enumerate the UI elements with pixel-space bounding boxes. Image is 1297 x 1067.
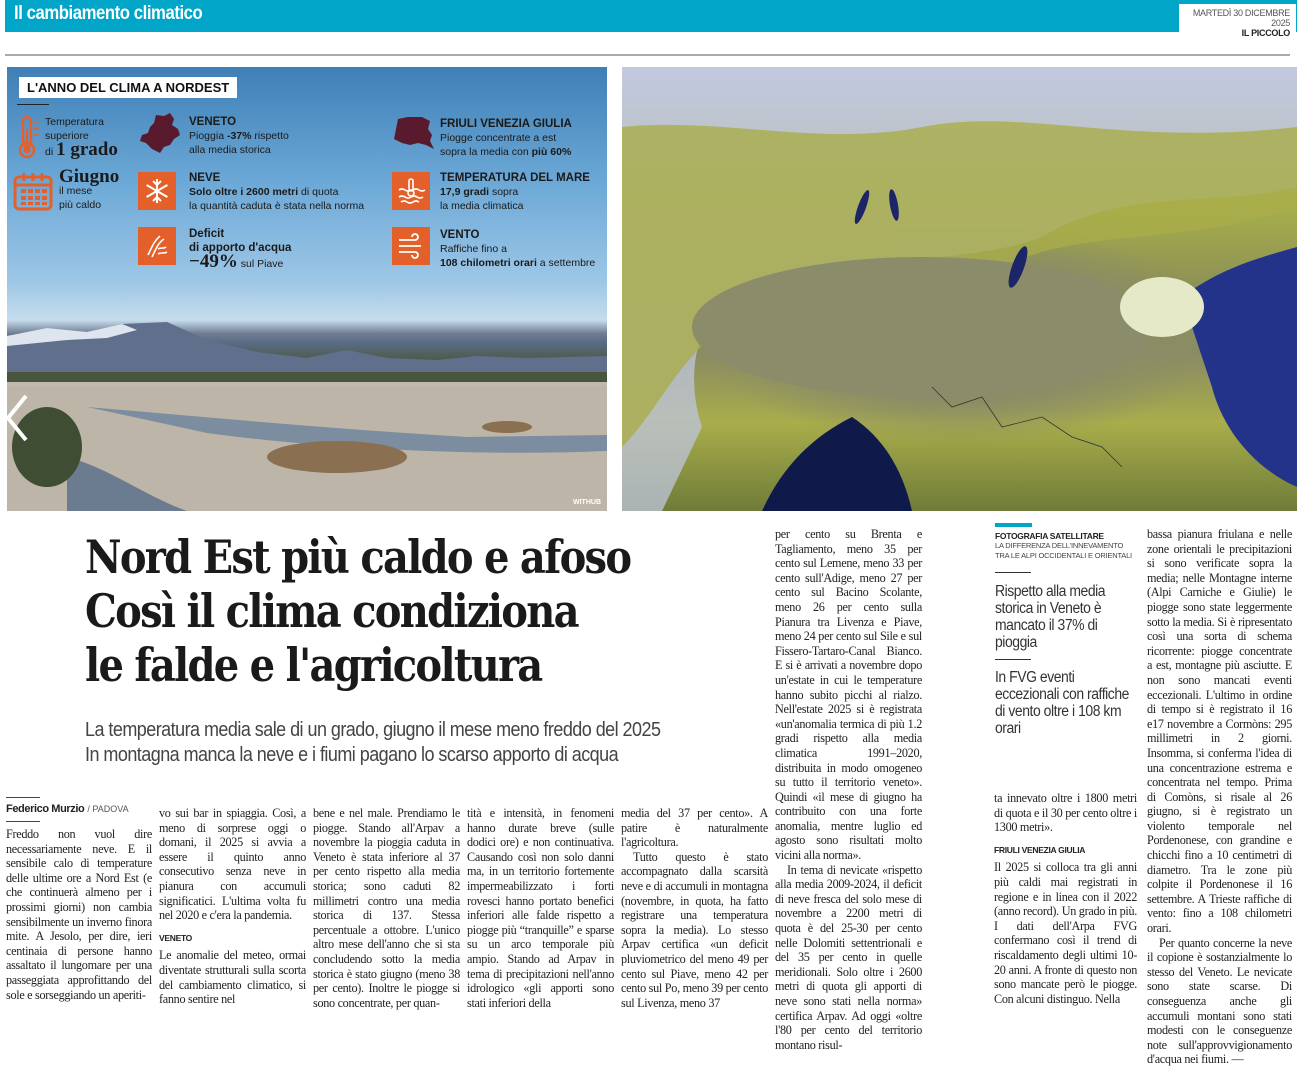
author-name: Federico Murzio — [6, 803, 85, 815]
calendar-icon — [13, 171, 53, 211]
article-column-5: media del 37 per cento». A patire è naturalmente l'agricoltura. Tutto questo è stato accompagnato dalla scarsità neve e di accumuli in montagna (novembre, in quota, ha fatto registrare una temperatura sopra la media). Lo stesso Arpav certifica «un deficit pluviometrico del meno 49 per cento sul Piave, meno 42 per cento sul Po, meno 39 per cento sul Livenza, meno 37 — [621, 806, 768, 1010]
header-divider — [5, 54, 1290, 56]
satellite-map-illustration — [622, 67, 1297, 511]
author-location: / PADOVA — [87, 804, 129, 814]
section-title: Il cambiamento climatico — [14, 3, 203, 24]
previous-chevron-icon[interactable] — [2, 392, 32, 442]
newspaper-name: IL PICCOLO — [1241, 28, 1290, 38]
wind-stat: VENTO Raffiche fino a 108 chilometri orari a settembre — [440, 229, 596, 269]
article-headline: Nord Est più caldo e afoso Così il clima condiziona le falde e l'agricoltura — [85, 530, 631, 692]
quote-divider — [995, 659, 1031, 660]
article-column-3: bene e nel male. Prendiamo le piogge. Stando all'Arpav a novembre la pioggia caduta in Veneto è stata inferiore al 37 per cento rispetto alla media storica; sono caduti 82 millimetri contro una media storica di 137. Stessa percentuale a ottobre. L'unico altro mese dell'anno che si sta concludendo sotto la media storica è stato giugno (meno 38 per cento). Inoltre le piogge si sono concentrate, per quan- — [313, 806, 460, 1010]
veneto-stat: VENETO Pioggia -37% rispetto alla media storica — [189, 116, 289, 156]
infographic-title-rule — [17, 104, 49, 105]
article-column-4: tità e intensità, in fenomeni hanno durate breve (sulle dodici ore) e non continuativa. Causando così non solo danni ma, in un territorio fortemente impermeabilizzato i forti rovesci hanno portato benefici inferiori alle falde rispetto a piogge più “tranquille” e sparse su un arco temporale più ampio. Stando ad Arpav in tema di precipitazioni nell'anno idrologico «gli apporti sono stati inferiori della — [467, 806, 614, 1010]
deficit-stat: Deficit di apporto d'acqua −49% sul Piave — [189, 228, 292, 272]
publication-date: MARTEDÌ 30 DICEMBRE 2025 — [1192, 8, 1290, 28]
veneto-map-icon — [138, 113, 182, 153]
byline-rule-bottom — [6, 821, 40, 822]
june-stat: Giugno il mese più caldo — [59, 166, 120, 211]
wind-icon — [392, 227, 430, 265]
date-box — [1179, 4, 1296, 38]
snowflake-icon — [138, 172, 176, 210]
subsection-veneto: VENETO — [159, 932, 192, 943]
deficit-value: −49% — [189, 251, 238, 272]
water-waves-icon — [138, 227, 176, 265]
sea-temperature-stat: TEMPERATURA DEL MARE 17,9 gradi sopra la media climatica — [440, 172, 590, 212]
fvg-rain-value: più 60% — [531, 146, 572, 158]
satellite-photo — [622, 67, 1297, 511]
article-column-7: ta innevato oltre i 1800 metri di quota e il 30 per cento oltre i 1300 metri». FRIULI VENEZIA GIULIA Il 2025 si colloca tra gli anni più caldi mai registrati in regione e in linea con il 2022 (anno record). Un grado in più. I dati dell'Arpa FVG confermano così il trend di riscaldamento degli ultimi 10-20 anni. A fronte di questo non sono mancate però le piogge. Con alcuni distinguo. Nella — [994, 791, 1137, 1006]
fvg-map-icon — [392, 115, 436, 151]
thermometer-icon — [17, 115, 41, 159]
temperature-stat: Temperatura superiore di 1 grado — [45, 116, 118, 160]
neve-altitude-value: Solo oltre i 2600 metri — [189, 186, 299, 198]
sea-temperature-value: 17,9 gradi — [440, 186, 490, 198]
section-header-bar — [5, 0, 1297, 38]
article-column-1: Freddo non vuol dire necessariamente neve. E il sensibile calo di temperature delle ultime ore a Nord Est (e che continuerà almeno per i prossimi giorni) non cambia sensibilmente un inverno finora mite. A Jesolo, per dire, ieri centinaia di persone hanno assaltato il lungomare per una passeggiata approfittando del sole e sorseggiando un aperiti- — [6, 827, 152, 1002]
caption-accent-rule — [995, 523, 1032, 527]
temperature-value: 1 grado — [56, 139, 118, 160]
pull-quote-fvg: In FVG eventi eccezionali con raffiche di vento oltre i 108 km orari — [995, 669, 1129, 737]
riverbed-illustration — [7, 387, 607, 511]
neve-stat: NEVE Solo oltre i 2600 metri di quota la quantità caduta è stata nella norma — [189, 172, 365, 212]
photo-credit: WITHUB — [573, 499, 601, 506]
article-column-8: bassa pianura friulana e nelle zone orientali le precipitazioni si sono verificate sopra la media; nelle Montagne interne (Alpi Carniche e Giulie) le piogge sono state leggermente sotto la media. Si è ripresentato così una sorta di schema ricorrente: piogge concentrate a est, montagne più asciutte. E non sono mancati eventi eccezionali. L'ultimo in ordine di tempo si è registrato il 16 e17 novembre a Cormòns: 295 millimetri in 2 giorni. Insomma, si conferma l'idea di una concentrazione estrema e concentrata nel tempo. Prima di Comòns, si risale al 26 giugno, si è registrato un violento temporale nel Pordenonese, con grandine e chicchi fino a 10 centimetri di diametro. Tra le zone più colpite il Pordenonese il 16 settembre. A Trieste raffiche di vento: fino a 108 chilometri orari. Per quanto concerne la neve il copione è sostanzialmente lo stesso del Veneto. Le nevicate sono state scarse. Di conseguenza anche gli accumuli montani sono stati modesti con le conseguenze note sull'approvvigionamento d'acqua nei fiumi. — — [1147, 527, 1292, 1067]
satellite-caption: FOTOGRAFIA SATELLITARE LA DIFFERENZA DELL'INNEVAMENTO TRA LE ALPI OCCIDENTALI E ORIENTALI — [995, 531, 1132, 560]
byline — [6, 803, 129, 815]
article-subheadline: La temperatura media sale di un grado, giugno il mese meno freddo del 2025 In montagna manca la neve e i fiumi pagano lo scarso apporto di acqua — [85, 719, 661, 766]
june-value: Giugno — [59, 166, 120, 187]
quote-divider — [995, 572, 1031, 573]
byline-rule — [6, 797, 40, 798]
pull-quote-veneto: Rispetto alla media storica in Veneto è mancato il 37% di pioggia — [995, 583, 1106, 651]
article-column-2: vo sui bar in spiaggia. Così, a meno di sorprese oggi o domani, il 2025 si avvia a essere il quinto anno consecutivo senza neve in pianura con accumuli significatici. L'ultima volta fu nel 2020 e c'era la pandemia. VENETO Le anomalie del meteo, ormai diventate strutturali sulla scorta del cambiamento climatico, si fanno sentire nel — [159, 806, 306, 1007]
subsection-fvg: FRIULI VENEZIA GIULIA — [994, 844, 1086, 855]
mountains-illustration — [7, 322, 607, 382]
article-column-6: per cento su Brenta e Tagliamento, meno 35 per cento sul Lemene, meno 33 per cento sull'Adige, meno 27 per cento sul Bacino Scolante, meno 26 per cento sulla Pianura tra Livenza e Piave, meno 24 per cento sul Sile e sul Fissero-Tartaro-Canal Bianco. E si è arrivati a novembre dopo un'estate in cui le temperature hanno subito picchi al rialzo. Nell'estate 2025 si è registrata «un'anomalia termica di più 1.2 gradi rispetto alla media climatica 1991–2020, distribuita in modo omogeneo su tutto il territorio veneto». Quindi «il mese di giugno ha contribuito con una forte anomalia, mentre luglio ed agosto sono risultati molto vicini alla norma». In tema di nevicate «rispetto alla media 2009-2024, il deficit di neve fresca del solo mese di novembre a 2200 metri di quota è del 25-30 per cento nelle Dolomiti settentrionali e del 35 per cento in quelle meridionali. Solo oltre i 2600 metri di quota gli apporti di neve sono stati nella norma» certifica Arpav. Ad oggi «oltre l'80 per cento del territorio montano risul- — [775, 527, 922, 1052]
veneto-rain-value: -37% — [226, 130, 252, 142]
river-photo-infographic — [7, 67, 607, 511]
wind-speed-value: 108 chilometri orari — [440, 257, 537, 269]
fvg-stat: FRIULI VENEZIA GIULIA Piogge concentrate a est sopra la media con più 60% — [440, 118, 572, 158]
sea-temperature-icon — [392, 172, 430, 210]
infographic-title: L'ANNO DEL CLIMA A NORDEST — [19, 77, 237, 98]
